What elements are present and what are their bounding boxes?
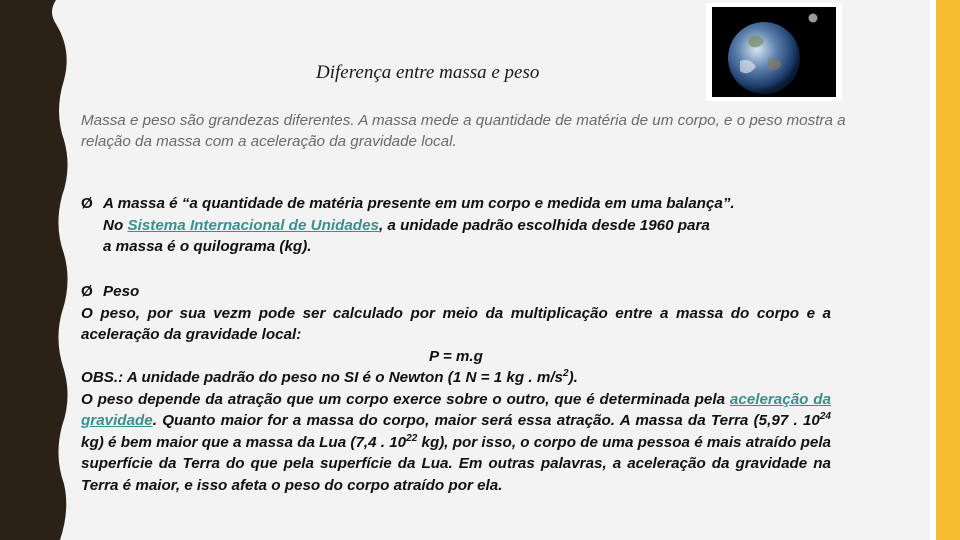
si-units-link[interactable]: Sistema Internacional de Unidades (127, 216, 379, 234)
moon-mass-exponent: 22 (406, 432, 418, 444)
earth-moon-image (712, 7, 836, 97)
slide-title: Diferença entre massa e peso (316, 62, 540, 83)
para2-prefix: O peso depende da atração que um corpo exerce sobre o outro, que é determinada pela (81, 390, 730, 408)
weight-paragraph-1: O peso, por sua vezm pode ser calculado por meio da multiplicação entre a massa do corpo e a aceleração da gravidade local: (81, 304, 831, 343)
weight-paragraph-2 (81, 389, 831, 497)
para2-part-a: . Quanto maior for a massa do corpo, maior será essa atração. A massa da Terra (5,97 . 10 (152, 412, 820, 429)
para2-part-b: kg) é bem maior que a massa da Lua (7,4 . 10 (81, 433, 407, 451)
mass-definition-line: A massa é “a quantidade de matéria presente em um corpo e medida em uma balança”. (103, 195, 735, 212)
intro-paragraph: Massa e peso são grandezas diferentes. A massa mede a quantidade de matéria de um corpo, e o peso mostra a relação da massa com a aceleração da gravidade local. (81, 112, 846, 150)
mass-unit-line: a massa é o quilograma (kg). (103, 238, 312, 255)
right-accent-bar (936, 0, 960, 540)
para2-part-c: kg), por isso, o corpo de uma pessoa é mais atraído pela superfície da Terra do que pela superfície da Lua. Em outras palavras, a aceleração da gravidade na Terra é maior, e isso afeta o peso do corpo atraído por ela. (81, 433, 831, 494)
obs-exponent: 2 (563, 367, 569, 379)
mass-si-prefix: No (103, 216, 128, 234)
obs-suffix: ). (568, 369, 578, 386)
earth-mass-exponent: 24 (819, 410, 831, 422)
weight-heading: Peso (103, 283, 140, 300)
bullet-mass (81, 193, 881, 258)
bullet-arrow-icon: Ø (81, 195, 93, 212)
gravity-acceleration-link[interactable]: aceleração da gravidade (81, 390, 831, 429)
obs-prefix: OBS.: A unidade padrão do peso no SI é o Newton (1 N = 1 kg . m/s (81, 369, 563, 386)
bullet-arrow-icon: Ø (81, 283, 93, 300)
weight-formula: P = m.g (429, 347, 483, 365)
mass-si-line (81, 215, 881, 237)
mass-si-suffix: , a unidade padrão escolhida desde 1960 para (378, 216, 710, 234)
obs-line (81, 369, 578, 386)
bullet-weight (81, 281, 831, 496)
left-decorative-band (0, 0, 80, 540)
